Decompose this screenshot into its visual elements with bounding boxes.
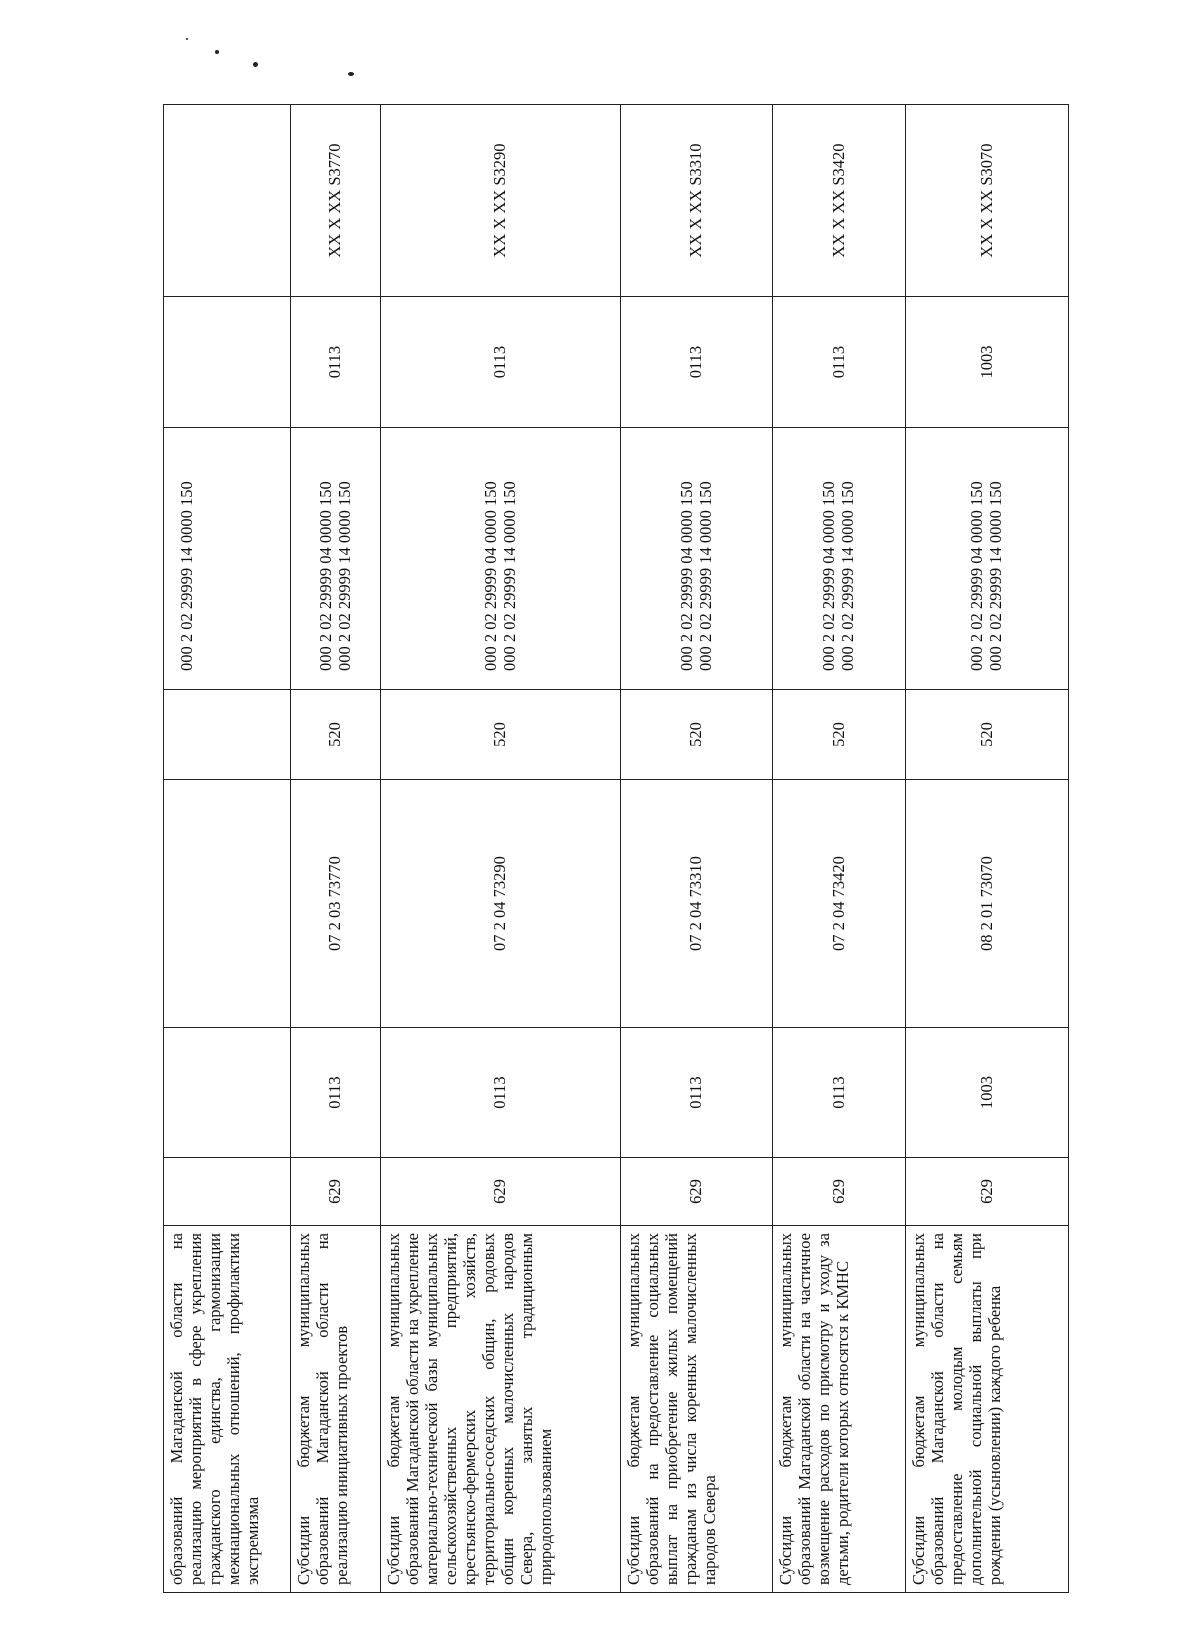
scan-speck	[253, 62, 258, 67]
kbk-line: 000 2 02 29999 04 0000 150	[819, 481, 839, 671]
row-expense-code: 520	[381, 690, 621, 780]
row-section-code: 0113	[621, 1028, 773, 1158]
row-code: XX X XX S3770	[291, 105, 381, 297]
row-admin-code	[164, 1158, 291, 1226]
table-row	[906, 105, 1069, 1593]
row-name: Субсидии бюджетам муниципальных образований Магаданской области на укрепление материально-технической базы муниципальных сельскохозяйственных предприятий, крестьянско-фермерских хозяйств, территориально-соседских общин, родовых общин коренных малочисленных народов Севера, занятых традиционным природопользованием	[381, 1226, 621, 1593]
kbk-line: 000 2 02 29999 14 0000 150	[986, 481, 1005, 671]
row-admin-code: 629	[291, 1158, 381, 1226]
row-target-code: 07 2 04 73290	[381, 780, 621, 1028]
row-section-code-2: 1003	[906, 297, 1069, 428]
row-name: образований Магаданской области на реализацию мероприятий в сфере укрепления гражданского единства, гармонизации межнациональных отношений, профилактики экстремизма	[164, 1226, 291, 1593]
row-section-code-2: 0113	[381, 297, 621, 428]
kbk-line: 000 2 02 29999 14 0000 150	[695, 481, 715, 671]
kbk-line: 000 2 02 29999 14 0000 150	[334, 481, 354, 671]
table-row	[621, 105, 773, 1593]
kbk-line: 000 2 02 29999 14 0000 150	[499, 481, 519, 671]
row-section-code: 1003	[906, 1028, 1069, 1158]
row-target-code: 07 2 04 73310	[621, 780, 773, 1028]
kbk-line: 000 2 02 29999 14 0000 150	[838, 481, 857, 671]
row-code	[164, 105, 291, 297]
row-section-code	[164, 1028, 291, 1158]
row-kbk	[164, 428, 291, 690]
scan-speck	[186, 38, 188, 40]
row-target-code	[164, 780, 291, 1028]
kbk-line: 000 2 02 29999 04 0000 150	[315, 481, 335, 671]
row-target-code: 07 2 04 73420	[773, 780, 906, 1028]
row-expense-code: 520	[906, 690, 1069, 780]
row-kbk	[773, 428, 906, 690]
row-admin-code: 629	[773, 1158, 906, 1226]
row-kbk	[621, 428, 773, 690]
row-expense-code	[164, 690, 291, 780]
budget-codes-table	[163, 104, 1069, 1593]
row-section-code-2: 0113	[621, 297, 773, 428]
scan-speck	[348, 72, 354, 76]
row-expense-code: 520	[773, 690, 906, 780]
row-target-code: 07 2 03 73770	[291, 780, 381, 1028]
row-section-code-2: 0113	[773, 297, 906, 428]
row-expense-code: 520	[291, 690, 381, 780]
kbk-line: 000 2 02 29999 04 0000 150	[967, 481, 987, 671]
row-section-code: 0113	[291, 1028, 381, 1158]
row-admin-code: 629	[621, 1158, 773, 1226]
rotated-page	[163, 105, 1068, 1593]
row-name: Субсидии бюджетам муниципальных образований Магаданской области на предоставление молодым семьям дополнительной социальной выплаты при рождении (усыновлении) каждого ребенка	[906, 1226, 1069, 1593]
table-row	[381, 105, 621, 1593]
row-section-code: 0113	[381, 1028, 621, 1158]
row-target-code: 08 2 01 73070	[906, 780, 1069, 1028]
row-section-code-2: 0113	[291, 297, 381, 428]
row-expense-code: 520	[621, 690, 773, 780]
row-admin-code: 629	[381, 1158, 621, 1226]
row-code: XX X XX S3070	[906, 105, 1069, 297]
scan-speck	[215, 50, 219, 54]
row-name: Субсидии бюджетам муниципальных образований Магаданской области на частичное возмещение расходов по присмотру и уходу за детьми, родители которых относятся к КМНС	[773, 1226, 906, 1593]
row-kbk	[906, 428, 1069, 690]
row-code: XX X XX S3420	[773, 105, 906, 297]
row-section-code: 0113	[773, 1028, 906, 1158]
row-kbk	[291, 428, 381, 690]
row-code: XX X XX S3290	[381, 105, 621, 297]
row-code: XX X XX S3310	[621, 105, 773, 297]
row-name: Субсидии бюджетам муниципальных образований на предоставление социальных выплат на приобретение жилых помещений гражданам из числа коренных малочисленных народов Севера	[621, 1226, 773, 1593]
table-row	[164, 105, 291, 1593]
row-kbk	[381, 428, 621, 690]
row-name: Субсидии бюджетам муниципальных образований Магаданской области на реализацию инициативных проектов	[291, 1226, 381, 1593]
kbk-line: 000 2 02 29999 14 0000 150	[177, 481, 196, 671]
row-admin-code: 629	[906, 1158, 1069, 1226]
kbk-line: 000 2 02 29999 04 0000 150	[480, 481, 500, 671]
kbk-line: 000 2 02 29999 04 0000 150	[676, 481, 696, 671]
row-section-code-2	[164, 297, 291, 428]
table-row	[773, 105, 906, 1593]
table-row	[291, 105, 381, 1593]
